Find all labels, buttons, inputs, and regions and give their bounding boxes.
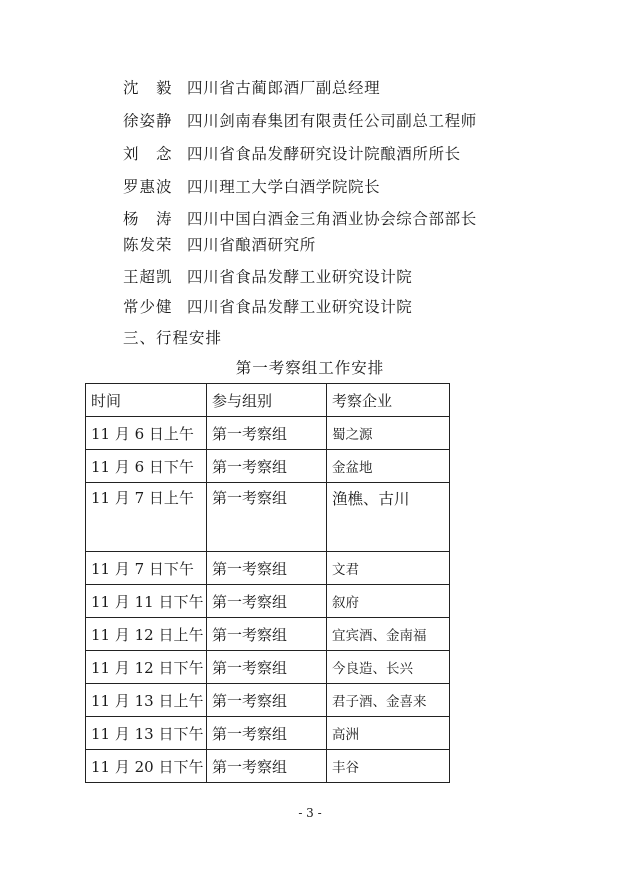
group-cell: 第一考察组: [207, 717, 327, 750]
member-title: 四川剑南春集团有限责任公司副总工程师: [187, 112, 477, 130]
company-cell: 高洲: [327, 717, 450, 750]
table-row: [86, 684, 450, 717]
table-row: [86, 618, 450, 651]
member-title: 四川省酿酒研究所: [187, 236, 316, 254]
member-row: [123, 75, 380, 99]
member-row: [123, 174, 380, 198]
table-title: 第一考察组工作安排: [235, 359, 385, 377]
table-row: [86, 417, 450, 450]
company-cell: 宜宾酒、金南福: [327, 618, 450, 651]
company-cell: 今良造、长兴: [327, 651, 450, 684]
member-title: 四川省古蔺郎酒厂副总经理: [187, 79, 381, 97]
group-cell: 第一考察组: [207, 651, 327, 684]
member-row: [123, 264, 412, 288]
member-name: 王超凯: [123, 268, 173, 286]
group-cell: 第一考察组: [207, 483, 327, 552]
table-row: [86, 450, 450, 483]
member-name: 常少健: [123, 298, 173, 316]
table-row: [86, 552, 450, 585]
schedule-table: [85, 383, 450, 783]
time-cell: 11 月 6 日下午: [86, 450, 207, 483]
time-cell: 11 月 6 日上午: [86, 417, 207, 450]
header-time: 时间: [86, 384, 207, 417]
company-cell: 叙府: [327, 585, 450, 618]
company-cell: 君子酒、金喜来: [327, 684, 450, 717]
time-cell: 11 月 20 日下午: [86, 750, 207, 783]
member-name: 陈发荣: [123, 236, 173, 254]
time-cell: 11 月 7 日上午: [86, 483, 207, 552]
group-cell: 第一考察组: [207, 618, 327, 651]
group-cell: 第一考察组: [207, 750, 327, 783]
time-cell: 11 月 13 日上午: [86, 684, 207, 717]
company-cell: 渔樵、古川: [327, 483, 450, 552]
member-title: 四川理工大学白酒学院院长: [187, 178, 381, 196]
member-row: [123, 141, 461, 165]
member-title: 四川省食品发酵工业研究设计院: [187, 298, 413, 316]
time-cell: 11 月 12 日下午: [86, 651, 207, 684]
page-number: - 3 -: [298, 806, 322, 820]
company-cell: 文君: [327, 552, 450, 585]
table-row: [86, 483, 450, 552]
time-cell: 11 月 11 日下午: [86, 585, 207, 618]
group-cell: 第一考察组: [207, 684, 327, 717]
member-name: 罗惠波: [123, 178, 173, 196]
member-name: 徐姿静: [123, 112, 173, 130]
section-heading: 三、行程安排: [123, 329, 223, 347]
group-cell: 第一考察组: [207, 552, 327, 585]
company-cell: 丰谷: [327, 750, 450, 783]
member-name: 杨 涛: [123, 210, 173, 228]
table-header-row: [86, 384, 450, 417]
member-title: 四川省食品发酵研究设计院酿酒所所长: [187, 145, 461, 163]
group-cell: 第一考察组: [207, 585, 327, 618]
member-row: [123, 232, 316, 256]
table-row: [86, 750, 450, 783]
time-cell: 11 月 12 日上午: [86, 618, 207, 651]
table-row: [86, 585, 450, 618]
table-row: [86, 651, 450, 684]
member-title: 四川中国白酒金三角酒业协会综合部部长: [187, 210, 477, 228]
member-name: 沈 毅: [123, 79, 173, 97]
member-row: [123, 294, 412, 318]
time-cell: 11 月 7 日下午: [86, 552, 207, 585]
header-company: 考察企业: [327, 384, 450, 417]
member-name: 刘 念: [123, 145, 173, 163]
company-cell: 金盆地: [327, 450, 450, 483]
member-row: [123, 206, 477, 230]
member-title: 四川省食品发酵工业研究设计院: [187, 268, 413, 286]
group-cell: 第一考察组: [207, 450, 327, 483]
header-group: 参与组别: [207, 384, 327, 417]
member-row: [123, 108, 477, 132]
company-cell: 蜀之源: [327, 417, 450, 450]
time-cell: 11 月 13 日下午: [86, 717, 207, 750]
table-row: [86, 717, 450, 750]
group-cell: 第一考察组: [207, 417, 327, 450]
